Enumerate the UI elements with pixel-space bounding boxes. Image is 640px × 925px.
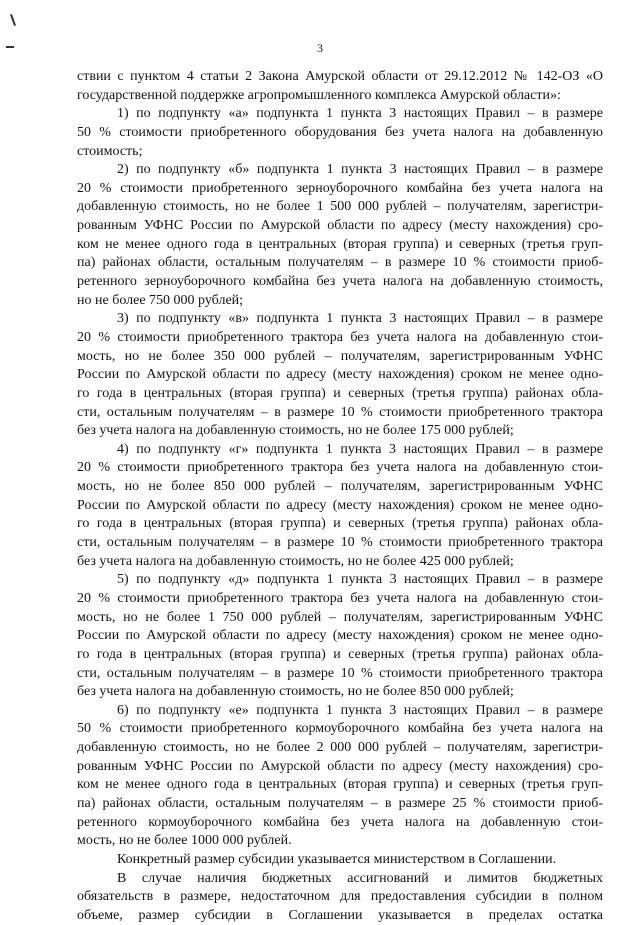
text-line: ретенного зерноуборочного комбайна без учета налога на добавленную стоимость, (77, 274, 603, 290)
text-line: рованным УФНС России по Амурской области по адресу (месту нахождения) сро- (77, 218, 603, 234)
text-line: мость, но не более 850 000 рублей – получателям, зарегистрированным УФНС (77, 479, 603, 495)
text-line: 20 % стоимости приобретенного трактора без учета налога на добавленную стои- (77, 590, 603, 606)
text-line: сти, остальным получателям – в размере 10 % стоимости приобретенного трактора (77, 665, 603, 681)
text-line: Конкретный размер субсидии указывается министерством в Соглашении. (117, 851, 557, 867)
document-body (77, 68, 603, 925)
text-line: мость, но не более 1 750 000 рублей – получателям, зарегистрированным УФНС (77, 609, 603, 625)
text-line: го года в центральных (вторая группа) и северных (третья группа) районах обла- (77, 646, 603, 662)
text-line: обязательств в размере, недостаточном для предоставления субсидии в полном (77, 889, 603, 905)
text-line: мость, но не более 1000 000 рублей. (77, 833, 292, 849)
paragraph (77, 161, 603, 310)
text-line: 3) по подпункту «в» подпункта 1 пункта 3 настоящих Правил – в размере (117, 311, 603, 327)
text-line: 20 % стоимости приобретенного трактора без учета налога на добавленную стои- (77, 329, 603, 345)
scan-mark (10, 14, 16, 26)
text-line: стоимость; (77, 143, 143, 159)
text-line: 4) по подпункту «г» подпункта 1 пункта 3 настоящих Правил – в размере (117, 441, 603, 457)
text-line: без учета налога на добавленную стоимость, но не более 175 000 рублей; (77, 423, 514, 439)
text-line: сти, остальным получателям – в размере 10 % стоимости приобретенного трактора (77, 535, 603, 551)
text-line: 20 % стоимости приобретенного зерноуборочного комбайна без учета налога на (77, 180, 603, 196)
text-line: 5) по подпункту «д» подпункта 1 пункта 3 настоящих Правил – в размере (117, 572, 603, 588)
text-line: па) районах области, остальным получателям – в размере 25 % стоимости приоб- (77, 795, 603, 811)
text-line: добавленную стоимость, но не более 2 000 000 рублей – получателям, зарегистри- (77, 740, 603, 756)
text-line: рованным УФНС России по Амурской области по адресу (месту нахождения) сро- (77, 758, 603, 774)
text-line: без учета налога на добавленную стоимость, но не более 850 000 рублей; (77, 684, 514, 700)
paragraph (77, 310, 603, 440)
page-number: 3 (317, 41, 323, 55)
text-line: но не более 750 000 рублей; (77, 292, 244, 308)
text-line: России по Амурской области по адресу (месту нахождения) сроком не менее одно- (77, 367, 603, 383)
text-line: па) районах области, остальным получателям – в размере 10 % стоимости приоб- (77, 255, 603, 271)
text-line: без учета налога на добавленную стоимость, но не более 425 000 рублей; (77, 553, 514, 569)
paragraph (77, 68, 603, 105)
text-line: ком не менее одного года в центральных (вторая группа) и северных (третья груп- (77, 777, 603, 793)
text-line: 1) по подпункту «а» подпункта 1 пункта 3 настоящих Правил – в размере (117, 106, 603, 122)
paragraph (77, 870, 603, 925)
text-line: 50 % стоимости приобретенного кормоуборочного комбайна без учета налога на (77, 721, 603, 737)
text-line: объеме, размер субсидии в Соглашении указывается в пределах остатка (77, 907, 603, 923)
paragraph (77, 702, 603, 851)
text-line: го года в центральных (вторая группа) и северных (третья группа) районах обла- (77, 516, 603, 532)
text-line: 50 % стоимости приобретенного оборудования без учета налога на добавленную (77, 124, 603, 140)
text-line: го года в центральных (вторая группа) и северных (третья группа) районах обла- (77, 385, 603, 401)
text-line: 6) по подпункту «е» подпункта 1 пункта 3 настоящих Правил – в размере (117, 702, 603, 718)
text-line: В случае наличия бюджетных ассигнований и лимитов бюджетных (117, 870, 603, 886)
paragraph (77, 441, 603, 571)
paragraph (77, 105, 603, 161)
text-line: России по Амурской области по адресу (месту нахождения) сроком не менее одно- (77, 628, 603, 644)
text-line: ствии с пунктом 4 статьи 2 Закона Амурской области от 29.12.2012 № 142-ОЗ «О (77, 69, 603, 84)
text-line: мость, но не более 350 000 рублей – получателям, зарегистрированным УФНС (77, 348, 603, 364)
text-line: сти, остальным получателям – в размере 10 % стоимости приобретенного трактора (77, 404, 603, 420)
text-line: ком не менее одного года в центральных (вторая группа) и северных (третья груп- (77, 236, 603, 252)
text-line: России по Амурской области по адресу (месту нахождения) сроком не менее одно- (77, 497, 603, 513)
paragraph (77, 571, 603, 701)
paragraph (77, 851, 603, 870)
text-line: добавленную стоимость, но не более 1 500 000 рублей – получателям, зарегистри- (77, 199, 603, 215)
text-line: 2) по подпункту «б» подпункта 1 пункта 3 настоящих Правил – в размере (117, 162, 603, 178)
text-line: 20 % стоимости приобретенного трактора без учета налога на добавленную стои- (77, 460, 603, 476)
text-line: ретенного кормоуборочного комбайна без учета налога на добавленную стои- (77, 814, 603, 830)
text-line: государственной поддержке агропромышленного комплекса Амурской области»: (77, 87, 561, 103)
